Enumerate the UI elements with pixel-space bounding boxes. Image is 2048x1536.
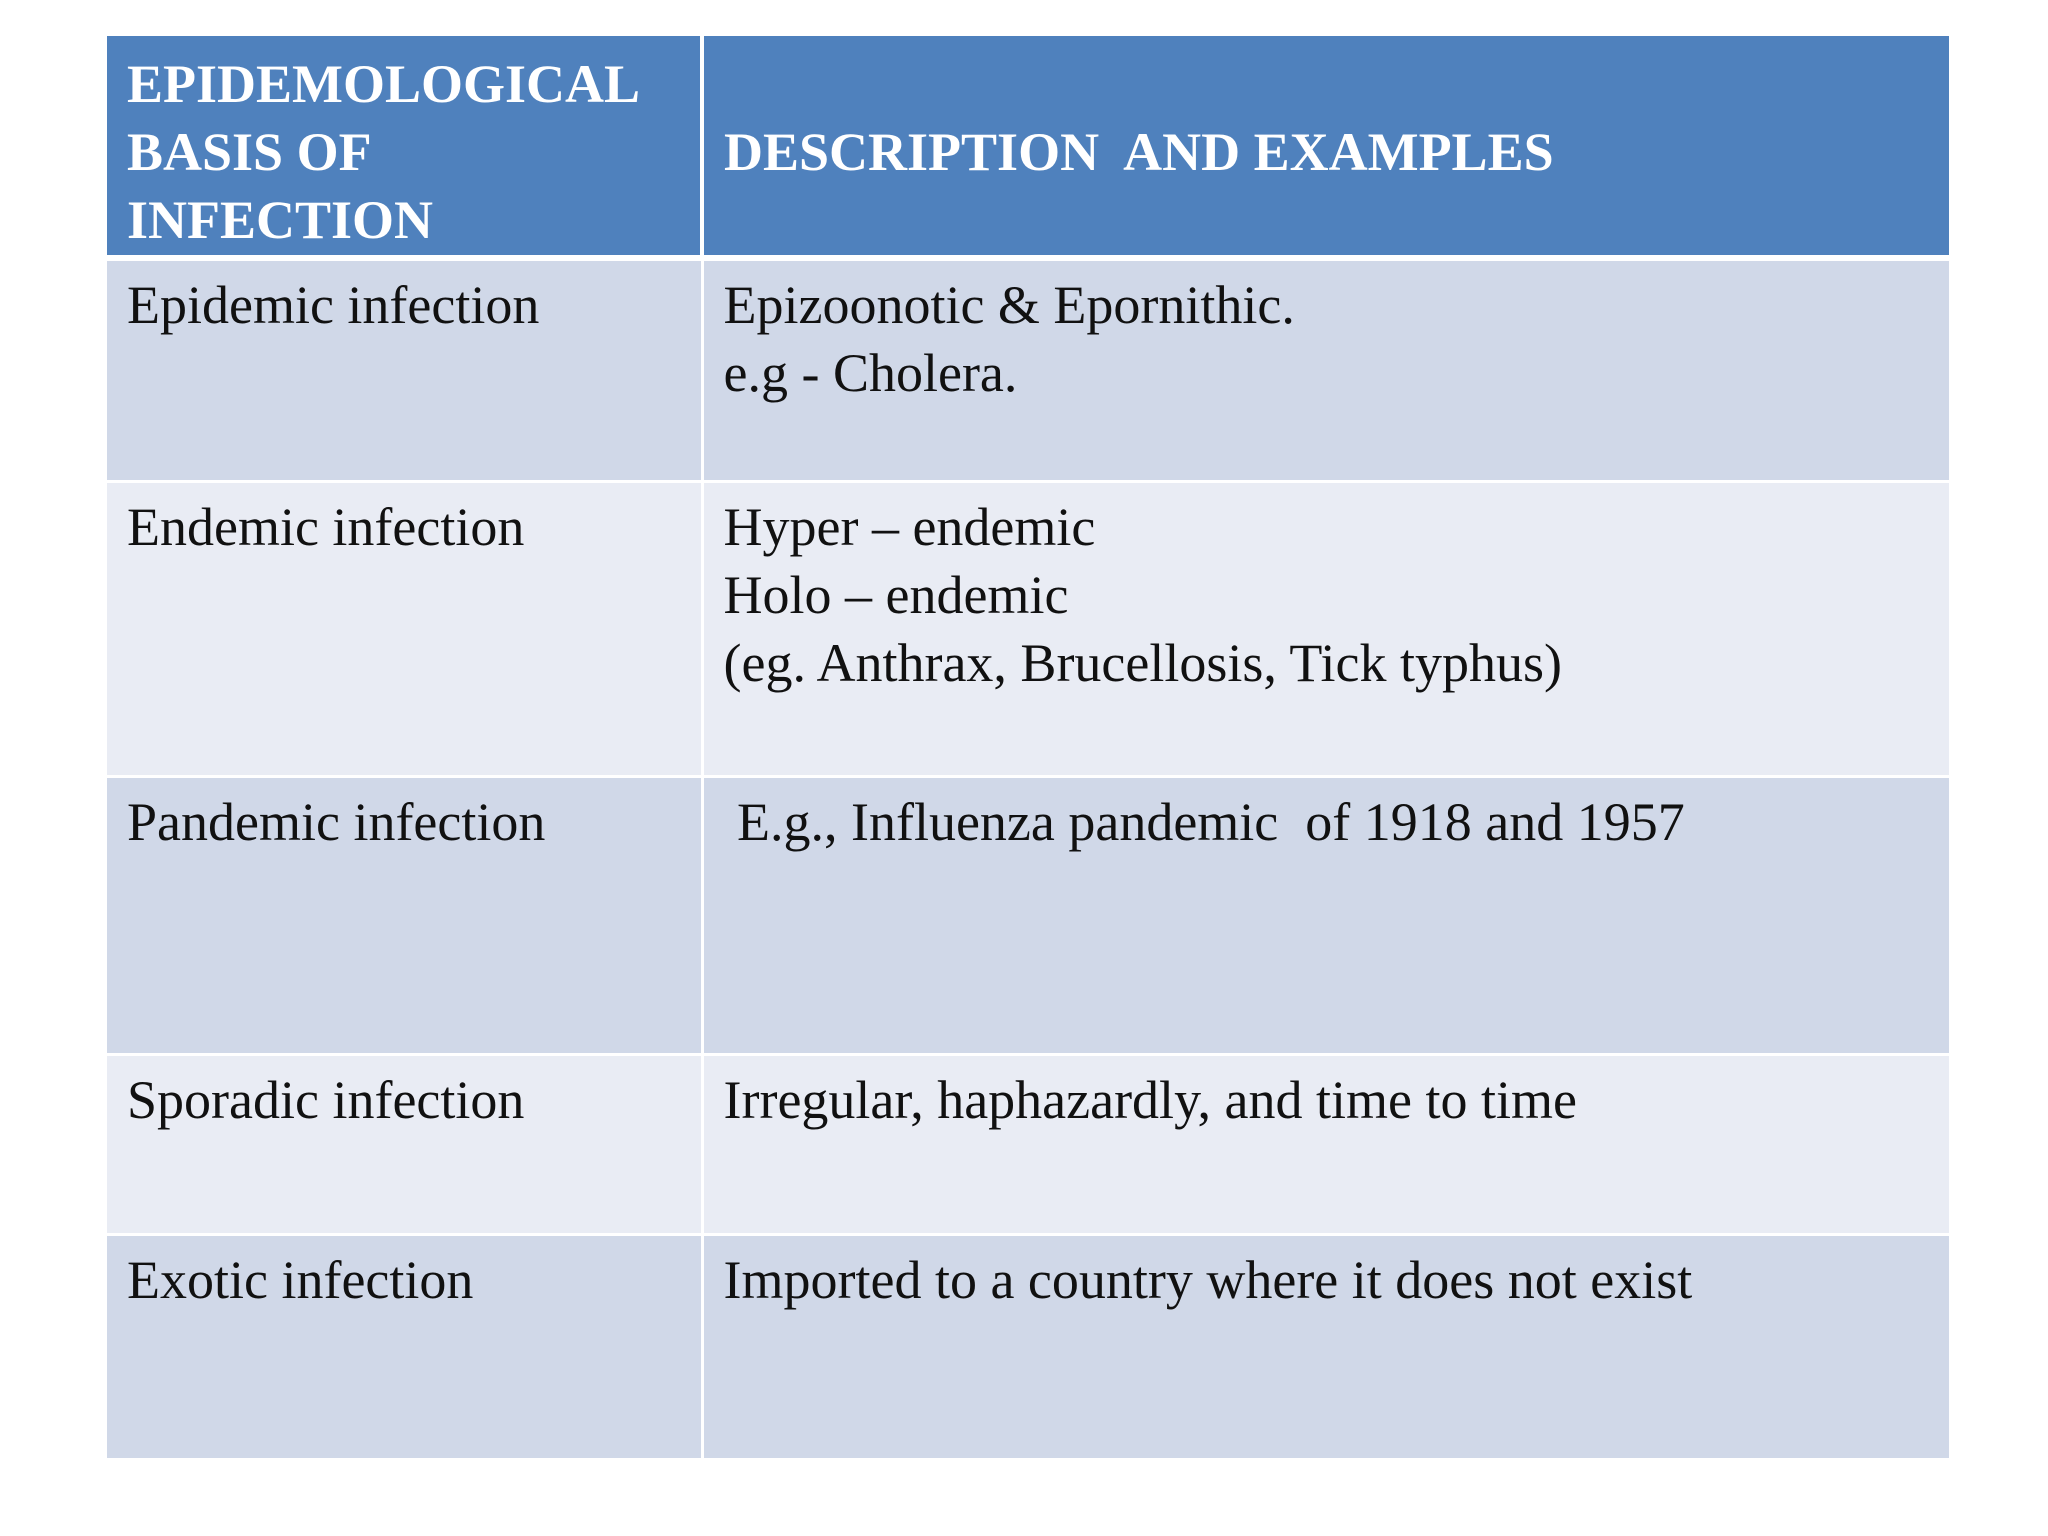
description-line: Holo – endemic: [723, 564, 1069, 625]
table-row: [107, 1234, 1949, 1459]
description-cell: [702, 776, 1949, 1054]
header-description-examples: [702, 36, 1949, 258]
table-row: [107, 776, 1949, 1054]
description-line: (eg. Anthrax, Brucellosis, Tick typhus): [723, 632, 1562, 693]
basis-cell: Endemic infection: [107, 481, 702, 776]
description-cell: [702, 258, 1949, 481]
infection-table: [107, 36, 1949, 1461]
description-line: e.g - Cholera.: [723, 343, 1018, 403]
description-line: Hyper – endemic: [723, 496, 1096, 557]
basis-cell: Sporadic infection: [107, 1054, 702, 1234]
description-cell: [702, 1054, 1949, 1234]
header-line: INFECTION: [127, 190, 434, 250]
basis-cell: Pandemic infection: [107, 776, 702, 1054]
description-line: Imported to a country where it does not exist: [723, 1249, 1693, 1310]
basis-cell: Exotic infection: [107, 1234, 702, 1459]
header-line: DESCRIPTION AND EXAMPLES: [724, 122, 1554, 182]
header-line: EPIDEMOLOGICAL: [127, 54, 641, 114]
description-line: Irregular, haphazardly, and time to time: [723, 1069, 1577, 1130]
header-epidemiological-basis: [107, 36, 702, 258]
description-line: E.g., Influenza pandemic of 1918 and 1957: [723, 791, 1685, 852]
table-header-row: [107, 36, 1949, 258]
basis-cell: Epidemic infection: [107, 258, 702, 481]
description-line: Epizoonotic & Epornithic.: [723, 275, 1295, 335]
header-line: BASIS OF: [127, 122, 372, 182]
description-cell: [702, 481, 1949, 776]
table-row: [107, 1054, 1949, 1234]
table-row: [107, 258, 1949, 481]
table-row: [107, 481, 1949, 776]
description-cell: [702, 1234, 1949, 1459]
